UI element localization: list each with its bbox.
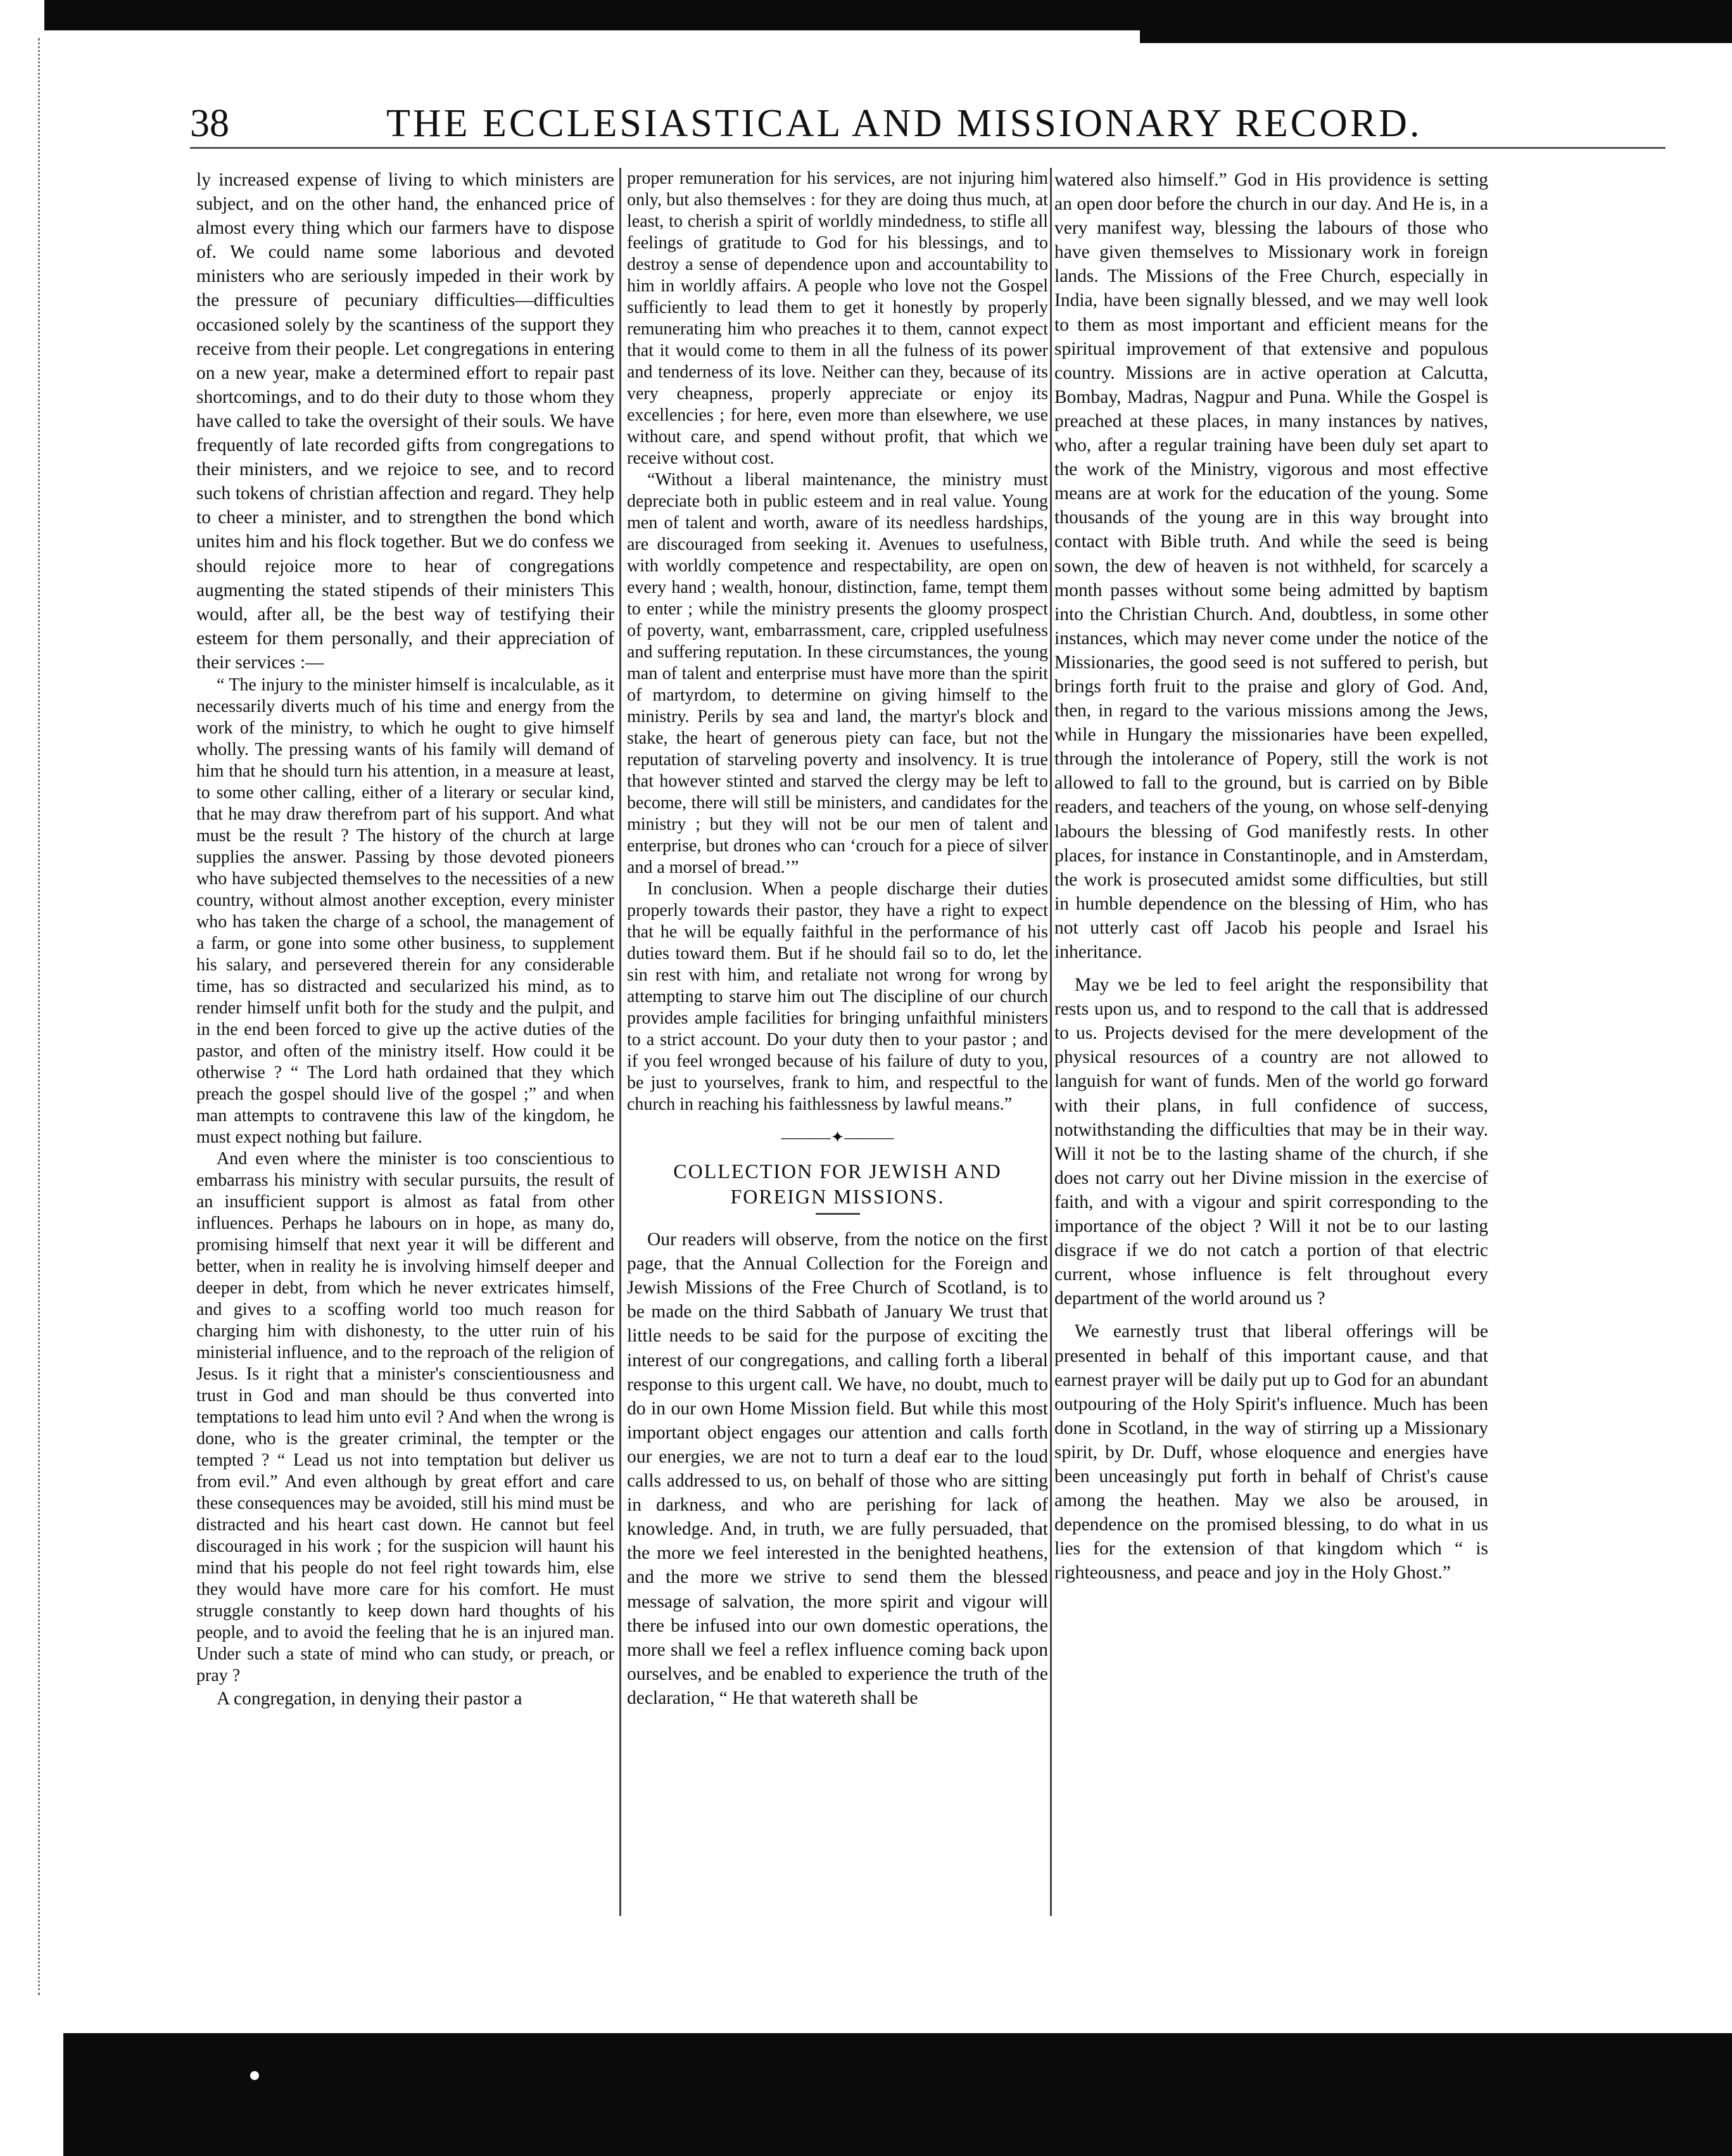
paragraph: watered also himself.” God in His providence is setting an open door before the church in our day. And He is, in a very manifest way, blessing the labours of those who have given themselves to Missionary work in foreign lands. The Missions of the Free Church, especially in India, have been signally blessed, and we may well look to them as most important and efficient means for the spiritual improvement of that extensive and populous country. Missions are in active operation at Calcutta, Bombay, Madras, Nagpur and Puna. While the Gospel is preached at these places, in many instances by natives, who, after a regular training have been duly set apart to the work of the Ministry, vigorous and most effective means are at work for the education of the young. Some thousands of the young are in this way brought into contact with Bible truth. And while the seed is being sown, the dew of heaven is not withheld, for scarcely a month passes without some being admitted by baptism into the Christian Church. And, doubtless, in some other instances, which may never come under the notice of the Missionaries, the good seed is not suffered to perish, but brings forth fruit to the praise and glory of God. And, then, in regard to the various missions among the Jews, while in Hungary the missionaries have been expelled, through the intolerance of Popery, still the work is not allowed to fall to the ground, but is carried on by Bible readers, and teachers of the young, on whose self-denying labours the blessing of God manifestly rests. In other places, for instance in Constantinople, and in Amsterdam, the work is prosecuted amidst some difficulties, but still in humble dependence on the blessing of Him, who has not utterly cast off Jacob his people and Israel his inheritance. [1054, 170, 1488, 962]
paragraph: A congregation, in denying their pastor a [217, 1688, 522, 1709]
scan-top-border [44, 0, 1732, 30]
column-2 [627, 168, 1048, 1916]
paragraph: We earnestly trust that liberal offerings will be presented in behalf of this important cause, and that earnest prayer will be daily put up to God for an abundant outpouring of the Holy Spirit's influence. Much has been done in Scotland, in the way of stirring up a Missionary spirit, by Dr. Duff, whose eloquence and energies have been unceasingly put forth in behalf of Christ's cause among the heathen. May we also be aroused, in dependence on the promised blessing, to do what in us lies for the extension of that kingdom which “ is righteousness, and peace and joy in the Holy Ghost.” [1054, 1321, 1488, 1583]
quoted-paragraph: proper remuneration for his services, are not injuring him only, but also themselves : for they are doing thus much, at least, to cherish a spirit of worldly mindedness, to stifle all feelings of gratitude to God for his blessings, and to destroy a sense of dependence upon and accountability to him in worldly affairs. A people who love not the Gospel sufficiently to lead them to get it honestly by properly remunerating him who preaches it to them, cannot expect that it would come to them in all the fulness of its power and tenderness of its love. Neither can they, because of its very cheapness, properly appreciate or enjoy its excellencies ; for here, even more than elsewhere, we use without care, and spend without profit, that which we receive without cost. [627, 168, 1048, 468]
scan-bottom-border [63, 2033, 1732, 2156]
quoted-paragraph: “Without a liberal maintenance, the ministry must depreciate both in public esteem and in real value. Young men of talent and worth, aware of its needless hardships, are discouraged from seeking it. Avenues to usefulness, with worldly competence and respectability, are open on every hand ; wealth, honour, distinction, fame, tempt them to enter ; while the ministry presents the gloomy prospect of poverty, want, embarrassment, care, crippled usefulness and suffering reputation. In these circumstances, the young man of talent and enterprise must have more than the spirit of martyrdom, to determine on giving himself to the ministry. Perils by sea and land, the martyr's block and stake, the heart of generous piety can face, but not the reputation of starveling poverty and insolvency. It is true that however stinted and starved the clergy may be left to become, there will still be ministers, and candidates for the ministry ; but they will not be our men of talent and enterprise, but drones who can ‘crouch for a piece of silver and a morsel of bread.’” [627, 470, 1048, 877]
heading-rule [816, 1213, 860, 1215]
column-divider-1 [619, 168, 621, 1916]
header-rule [190, 147, 1666, 149]
column-1 [196, 168, 614, 1916]
binding-hole [250, 2071, 259, 2080]
section-ornament: ———✦——— [781, 1128, 894, 1146]
column-divider-2 [1050, 168, 1052, 1916]
paragraph: May we be led to feel aright the responsibility that rests upon us, and to respond to the call that is addressed to us. Projects devised for the mere development of the physical resources of a country are not allowed to languish for want of funds. Men of the world go forward with their plans, in full confidence of success, notwithstanding the difficulties that may be in their way. Will it not be to the lasting shame of the church, if she does not carry out her Divine mission in the exercise of faith, and with a vigour and spirit corresponding to the importance of the object ? Will it not be to our lasting disgrace if we do not catch a portion of that electric current, whose influence is felt throughout every department of the world around us ? [1054, 975, 1488, 1309]
quoted-paragraph: “ The injury to the minister himself is incalculable, as it necessarily diverts much of his time and energy from the work of the ministry, to which he ought to give himself wholly. The pressing wants of his family will demand of him that he should turn his attention, in a measure at least, to some other calling, either of a literary or secular kind, that he may draw therefrom part of his support. And what must be the result ? The history of the church at large supplies the answer. Passing by those devoted pioneers who have subjected themselves to the necessities of a new country, without almost another exception, every minister who has taken the charge of a school, the management of a farm, or gone into some other business, to supplement his salary, and persevered therein for any considerable time, has so distracted and secularized his mind, as to render himself unfit both for the study and the pulpit, and in the end been forced to give up the active duties of the pastor, and often of the ministry itself. How could it be otherwise ? “ The Lord hath ordained that they which preach the gospel should live of the gospel ;” and when man attempts to contravene this law of the kingdom, he must expect nothing but failure. [196, 675, 614, 1147]
column-3 [1054, 168, 1488, 1916]
page-header [190, 95, 1666, 158]
paragraph: Our readers will observe, from the notice on the first page, that the Annual Collection for the Foreign and Jewish Missions of the Free Church of Scotland, is to be made on the third Sabbath of January We trust that little needs to be said for the purpose of exciting the interest of our congregations, and calling forth a liberal response to this urgent call. We have, no doubt, much to do in our own Home Mission field. But while this most important object engages our attention and calls forth our energies, we are not to turn a deaf ear to the loud calls addressed to us, on behalf of those who are sitting in darkness, and who are perishing for lack of knowledge. And, in truth, we are fully persuaded, that the more we feel interested in the benighted heathens, and the more we strive to send them the blessed message of salvation, the more spirit and vigour will there be infused into our own domestic operations, the more shall we feel a reflex influence coming back upon ourselves, and be enabled to experience the truth of the declaration, “ He that watereth shall be [627, 1229, 1048, 1708]
running-title: THE ECCLESIASTICAL AND MISSIONARY RECORD. [386, 102, 1422, 145]
quoted-paragraph: And even where the minister is too conscientious to embarrass his ministry with secular pursuits, the result of an insufficient support is almost as fatal from other influences. Perhaps he labours on in hope, as many do, promising himself that next year it will be different and better, when in reality he is involving himself deeper and deeper in debt, from which he never extricates himself, and gives to a scoffing world too much reason for charging him with dishonesty, to the utter ruin of his ministerial influence, and to the reproach of the religion of Jesus. Is it right that a minister's conscientiousness and trust in God and man should be thus converted into temptations to lead him unto evil ? And when the wrong is done, who is the greater criminal, the tempter or the tempted ? “ Lead us not into temptation but deliver us from evil.” And even although by great effort and care these consequences may be avoided, still his mind must be distracted and his heart cast down. He cannot but feel discouraged in his work ; for the suspicion will haunt his mind that his people do not feel right towards him, else they would have more care for his comfort. He must struggle constantly to keep down hard thoughts of his people, and to avoid the feeling that he is an injured man. Under such a state of mind who can study, or preach, or pray ? [196, 1148, 614, 1685]
paragraph: ly increased expense of living to which ministers are subject, and on the other hand, the enhanced price of almost every thing which our farmers have to dispose of. We could name some laborious and devoted ministers who are seriously impeded in their work by the pressure of pecuniary difficulties—difficulties occasioned solely by the scantiness of the support they receive from their people. Let congregations in entering on a new year, make a determined effort to repair past shortcomings, and to do their duty to those whom they have called to take the oversight of their souls. We have frequently of late recorded gifts from congregations to their ministers, and we rejoice to see, and to record such tokens of christian affection and regard. They help to cheer a minister, and to strengthen the bond which unites him and his flock together. But we do confess we should rejoice more to hear of congregations augmenting the stated stipends of their ministers This would, after all, be the best way of testifying their esteem for them personally, and their appreciation of their services :— [196, 170, 614, 673]
scan-top-border-notch [1140, 30, 1732, 43]
page-number: 38 [190, 102, 229, 145]
quoted-paragraph: In conclusion. When a people discharge their duties properly towards their pastor, they have a right to expect that he will be equally faithful in the performance of his duties toward them. But if he should fail so to do, let the sin rest with him, and retaliate not wrong for wrong by attempting to starve him out The discipline of our church provides ample facilities for bringing unfaithful ministers to a strict account. Do your duty then to your pastor ; and if you feel wronged because of his failure of duty to you, be just to yourselves, frank to him, and respectful to the church in reaching his faithlessness by lawful means.” [627, 879, 1048, 1114]
scan-left-gutter [0, 38, 40, 1995]
section-heading: COLLECTION FOR JEWISH AND FOREIGN MISSIONS. [673, 1160, 1002, 1208]
